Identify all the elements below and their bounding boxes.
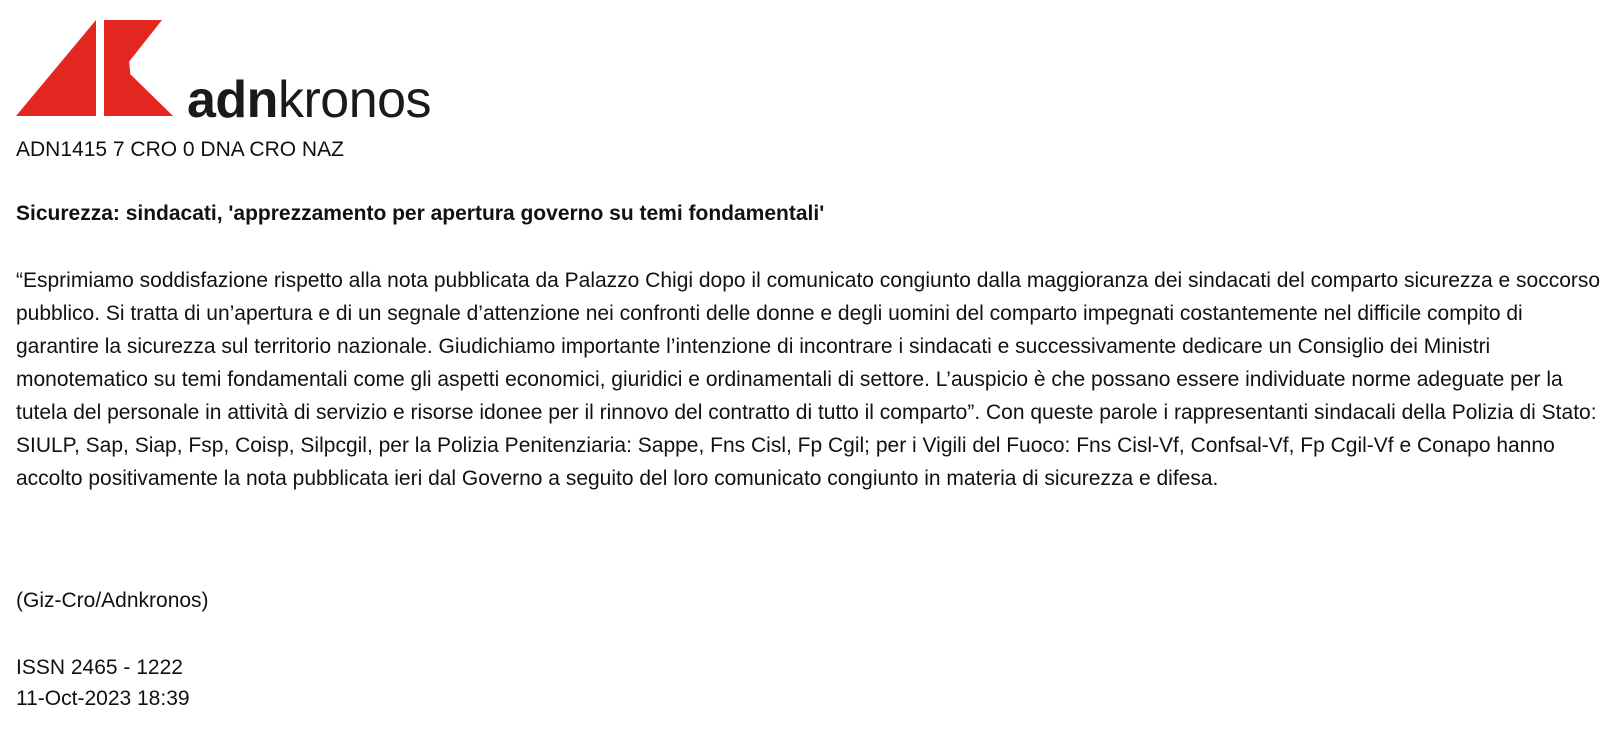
article-headline: Sicurezza: sindacati, 'apprezzamento per apertura governo su temi fondamentali' xyxy=(16,202,825,225)
publication-datetime: 11-Oct-2023 18:39 xyxy=(16,687,190,710)
logo-wordmark-light: kronos xyxy=(277,71,432,129)
adnkronos-k-mark-icon xyxy=(16,16,181,124)
logo-wordmark xyxy=(187,71,432,129)
document-page xyxy=(16,14,1601,714)
issn-number: ISSN 2465 - 1222 xyxy=(16,656,183,679)
adnkronos-logo xyxy=(16,14,1596,129)
article-credit: (Giz-Cro/Adnkronos) xyxy=(16,589,209,612)
dispatch-code: ADN1415 7 CRO 0 DNA CRO NAZ xyxy=(16,138,344,161)
logo-wordmark-bold: adn xyxy=(187,71,278,129)
article-body: “Esprimiamo soddisfazione rispetto alla nota pubblicata da Palazzo Chigi dopo il comunicato congiunto dalla maggioranza dei sindacati del comparto sicurezza e soccorso pubblico. Si tratta di un’apertura e di un segnale d’attenzione nei confronti delle donne e degli uomini del comparto impegnati costantemente nel difficile compito di garantire la sicurezza sul territorio nazionale. Giudichiamo importante l’intenzione di incontrare i sindacati e successivamente dedicare un Consiglio dei Ministri monotematico su temi fondamentali come gli aspetti economici, giuridici e ordinamentali di settore. L’auspicio è che possano essere individuate norme adeguate per la tutela del personale in attività di servizio e risorse idonee per il rinnovo del contratto di tutto il comparto”. Con queste parole i rappresentanti sindacali della Polizia di Stato: SIULP, Sap, Siap, Fsp, Coisp, Silpcgil, per la Polizia Penitenziaria: Sappe, Fns Cisl, Fp Cgil; per i Vigili del Fuoco: Fns Cisl-Vf, Confsal-Vf, Fp Cgil-Vf e Conapo hanno accolto positivamente la nota pubblicata ieri dal Governo a seguito del loro comunicato congiunto in materia di sicurezza e difesa. xyxy=(16,269,1601,490)
